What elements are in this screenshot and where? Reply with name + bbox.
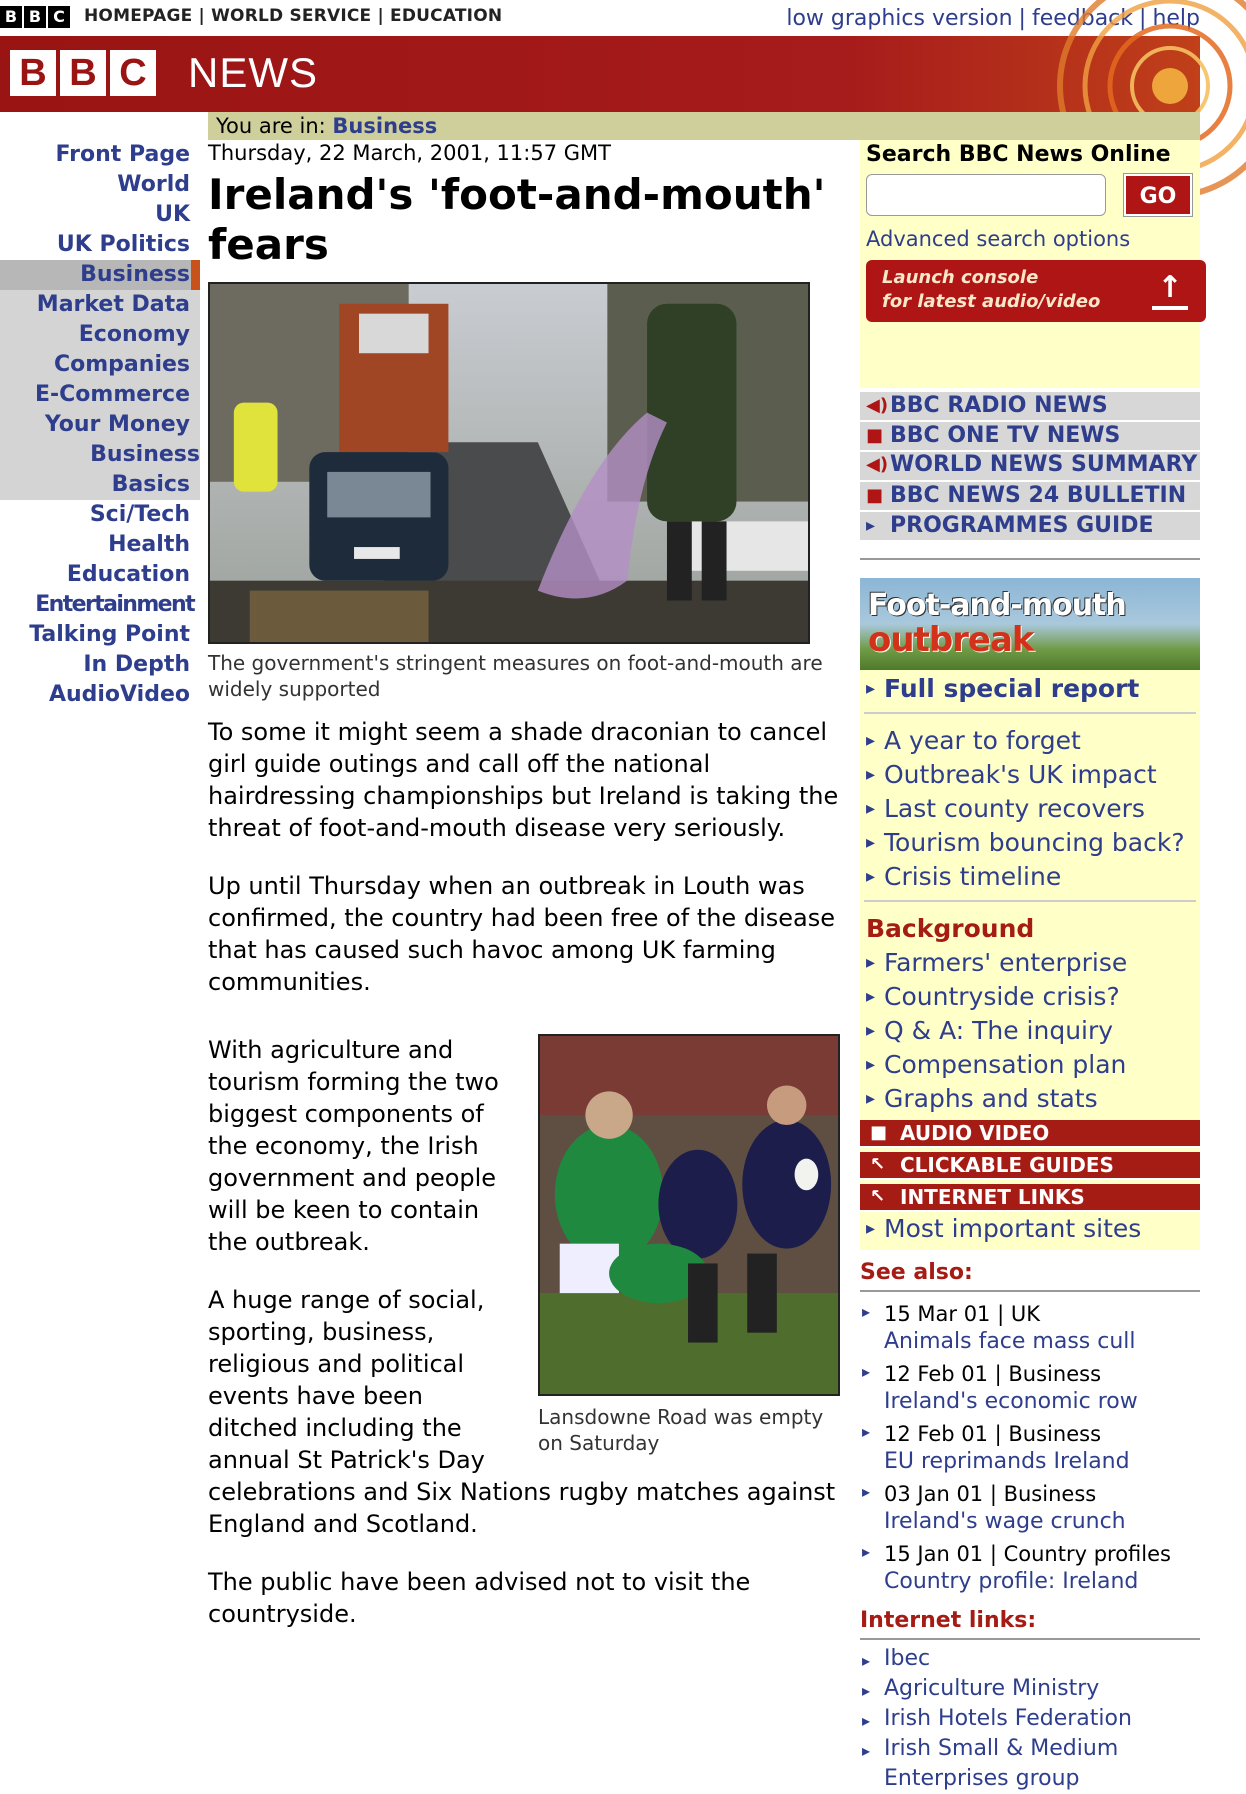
nav-entertainment[interactable]: Entertainment	[35, 592, 194, 617]
help-link[interactable]: help	[1152, 6, 1200, 31]
background-link[interactable]: ▸ Q & A: The inquiry	[864, 1014, 1196, 1048]
internet-link[interactable]: ▸ Irish Small & Medium Enterprises group	[860, 1734, 1200, 1794]
audio-video-bar[interactable]: ■ AUDIO VIDEO	[860, 1120, 1200, 1148]
speaker-icon: ◀)	[866, 454, 889, 475]
article	[208, 140, 840, 1630]
bbc-logo-letter: C	[48, 6, 70, 28]
camera-icon: ■	[866, 425, 884, 446]
see-also-meta: ▸ 03 Jan 01 | Business	[884, 1482, 1097, 1506]
internet-links-list	[860, 1644, 1200, 1794]
article-paragraph: The public have been advised not to visit the countryside.	[208, 1568, 751, 1628]
nav-business-active[interactable]: Business	[0, 260, 200, 290]
media-programmes-guide[interactable]: ▸ PROGRAMMES GUIDE	[860, 512, 1200, 542]
foot-and-mouth-panel	[860, 578, 1200, 1250]
nav-economy[interactable]: Economy	[0, 320, 200, 350]
nav-health[interactable]: Health	[108, 532, 190, 557]
fm-link[interactable]: ▸ Tourism bouncing back?	[864, 826, 1196, 860]
speaker-icon: ◀)	[866, 395, 889, 416]
article-paragraph: A huge range of social, sporting, business, religious and political events have been ditched including the annual St Patrick's Day celebrations and Six Nations rugby matches against England and Scotland.	[208, 1286, 836, 1538]
breadcrumb-prefix: You are in:	[216, 114, 326, 138]
see-also-meta: ▸ 15 Mar 01 | UK	[884, 1302, 1040, 1326]
main-photo-caption: The government's stringent measures on foot-and-mouth are widely supported	[208, 651, 823, 701]
background-link[interactable]: ▸ Farmers' enterprise	[864, 946, 1196, 980]
bbc-logo-letter: B	[24, 6, 46, 28]
search-input[interactable]	[866, 174, 1106, 216]
bbc-logo-letter: C	[110, 50, 156, 96]
advanced-search-link[interactable]: Advanced search options	[866, 227, 1131, 251]
media-bbc-one-tv[interactable]: ■ BBC ONE TV NEWS	[860, 422, 1200, 452]
see-also-title[interactable]: EU reprimands Ireland	[884, 1449, 1130, 1474]
console-line1: Launch console	[882, 267, 1039, 288]
breadcrumb-section-link[interactable]: Business	[332, 114, 438, 138]
article-paragraph: With agriculture and tourism forming the two biggest components of the economy, the Irish government and people will be keen to contain the outbreak.	[208, 1036, 499, 1256]
rugby-photo-caption: Lansdowne Road was empty on Saturday	[538, 1405, 824, 1455]
news-wordmark: NEWS	[188, 49, 318, 96]
divider	[864, 712, 1196, 714]
console-line2: for latest audio/video	[882, 291, 1101, 312]
background-link[interactable]: ▸ Countryside crisis?	[864, 980, 1196, 1014]
nav-business-basics-line1[interactable]: Business	[0, 440, 200, 470]
article-date: Thursday, 22 March, 2001, 11:57 GMT	[208, 141, 611, 165]
nav-sci-tech[interactable]: Sci/Tech	[89, 502, 190, 527]
search-panel	[860, 140, 1200, 388]
main-photo	[208, 282, 810, 644]
see-also-item[interactable]	[860, 1420, 1200, 1476]
fm-link[interactable]: ▸ A year to forget	[864, 724, 1196, 758]
foot-and-mouth-banner[interactable]	[860, 578, 1200, 670]
background-link[interactable]: ▸ Compensation plan	[864, 1048, 1196, 1082]
most-important-sites-link[interactable]: ▸ Most important sites	[864, 1212, 1196, 1250]
see-also-item[interactable]	[860, 1540, 1200, 1596]
bbc-logo-letter: B	[0, 6, 22, 28]
utility-links: low graphics version | feedback | help	[786, 6, 1200, 31]
see-also-title[interactable]: Animals face mass cull	[884, 1329, 1136, 1354]
launch-console-button[interactable]	[866, 260, 1206, 322]
article-headline: Ireland's 'foot-and-mouth' fears	[208, 170, 826, 269]
background-heading: Background	[866, 914, 1035, 943]
nav-audiovideo[interactable]: AudioVideo	[48, 682, 190, 707]
fm-banner-line1: Foot-and-mouth	[868, 588, 1126, 623]
fm-link[interactable]: ▸ Last county recovers	[864, 792, 1196, 826]
see-also-list	[860, 1300, 1200, 1596]
clickable-guides-bar[interactable]: ↖ CLICKABLE GUIDES	[860, 1152, 1200, 1180]
bbc-logo[interactable]	[10, 50, 160, 96]
bbc-mini-logo[interactable]	[0, 6, 72, 28]
see-also-heading: See also:	[860, 1258, 1200, 1292]
see-also-meta: ▸ 12 Feb 01 | Business	[884, 1362, 1102, 1386]
article-paragraph: To some it might seem a shade draconian to cancel girl guide outings and call off the national hairdressing championships but Ireland is taking the threat of foot-and-mouth disease very seriously.	[208, 718, 839, 842]
homepage-link[interactable]: HOMEPAGE	[84, 6, 193, 26]
nav-talking-point[interactable]: Talking Point	[29, 622, 190, 647]
fm-link[interactable]: ▸ Outbreak's UK impact	[864, 758, 1196, 792]
see-also-item[interactable]	[860, 1300, 1200, 1356]
bbc-global-nav: HOMEPAGE | WORLD SERVICE | EDUCATION	[84, 6, 503, 26]
internet-link[interactable]: ▸ Agriculture Ministry	[860, 1674, 1200, 1704]
fm-banner-line2: outbreak	[868, 620, 1034, 660]
search-go-button[interactable]: GO	[1124, 174, 1192, 216]
fm-links	[860, 672, 1200, 1116]
see-also-title[interactable]: Country profile: Ireland	[884, 1569, 1139, 1594]
nav-companies[interactable]: Companies	[0, 350, 200, 380]
rugby-photo	[538, 1034, 840, 1396]
nav-world[interactable]: World	[117, 172, 190, 197]
see-also-title[interactable]: Ireland's economic row	[884, 1389, 1138, 1414]
internet-links-bar[interactable]: ↖ INTERNET LINKS	[860, 1184, 1200, 1212]
nav-front-page[interactable]: Front Page	[55, 142, 190, 167]
internet-links-heading: Internet links:	[860, 1606, 1200, 1640]
divider	[864, 900, 1196, 902]
arrow-right-icon: ▸	[866, 515, 876, 536]
nav-in-depth[interactable]: In Depth	[83, 652, 190, 677]
cursor-icon: ↖	[870, 1186, 886, 1207]
fm-link[interactable]: ▸ Crisis timeline	[864, 860, 1196, 894]
education-link[interactable]: EDUCATION	[390, 6, 503, 26]
cursor-icon: ↖	[870, 1154, 886, 1175]
right-column	[860, 140, 1200, 1794]
media-world-news-summary[interactable]: ◀) WORLD NEWS SUMMARY	[860, 452, 1200, 482]
divider	[860, 558, 1200, 560]
world-service-link[interactable]: WORLD SERVICE	[211, 6, 372, 26]
media-news24-bulletin[interactable]: ■ BBC NEWS 24 BULLETIN	[860, 482, 1200, 512]
breadcrumb	[208, 112, 1200, 140]
rugby-photo-box	[538, 1034, 840, 1456]
full-special-report-link[interactable]: ▸ Full special report	[864, 672, 1196, 706]
low-graphics-link[interactable]: low graphics version	[786, 6, 1013, 31]
bbc-logo-letter: B	[10, 50, 56, 96]
see-also-item[interactable]	[860, 1360, 1200, 1416]
see-also-title[interactable]: Ireland's wage crunch	[884, 1509, 1126, 1534]
article-body-with-photo	[208, 1034, 840, 1630]
see-also-item[interactable]	[860, 1480, 1200, 1536]
see-also-meta: ▸ 15 Jan 01 | Country profiles	[884, 1542, 1171, 1566]
nav-uk-politics[interactable]: UK Politics	[56, 232, 190, 257]
camera-icon: ■	[870, 1122, 888, 1143]
search-row	[866, 174, 1194, 216]
section-nav	[0, 140, 200, 710]
nav-market-data[interactable]: Market Data	[0, 290, 200, 320]
internet-link[interactable]: ▸ Irish Hotels Federation	[860, 1704, 1200, 1734]
fm-important	[860, 1212, 1200, 1250]
nav-your-money[interactable]: Your Money	[0, 410, 200, 440]
nav-education[interactable]: Education	[66, 562, 190, 587]
upload-arrow-icon: ↑	[1152, 270, 1188, 310]
nav-business-basics-line2[interactable]: Basics	[0, 470, 200, 500]
nav-e-commerce[interactable]: E-Commerce	[0, 380, 200, 410]
internet-link[interactable]: ▸ Ibec	[860, 1644, 1200, 1674]
nav-uk[interactable]: UK	[155, 202, 190, 227]
feedback-link[interactable]: feedback	[1031, 6, 1134, 31]
media-radio-news[interactable]: ◀) BBC RADIO NEWS	[860, 392, 1200, 422]
media-links	[860, 392, 1200, 542]
bbc-logo-letter: B	[60, 50, 106, 96]
search-title: Search BBC News Online	[866, 142, 1171, 167]
camera-icon: ■	[866, 485, 884, 506]
bbc-news-banner	[0, 36, 1200, 112]
see-also-meta: ▸ 12 Feb 01 | Business	[884, 1422, 1102, 1446]
article-paragraph: Up until Thursday when an outbreak in Louth was confirmed, the country had been free of the disease that has caused such havoc among UK farming communities.	[208, 872, 835, 996]
background-link[interactable]: ▸ Graphs and stats	[864, 1082, 1196, 1116]
